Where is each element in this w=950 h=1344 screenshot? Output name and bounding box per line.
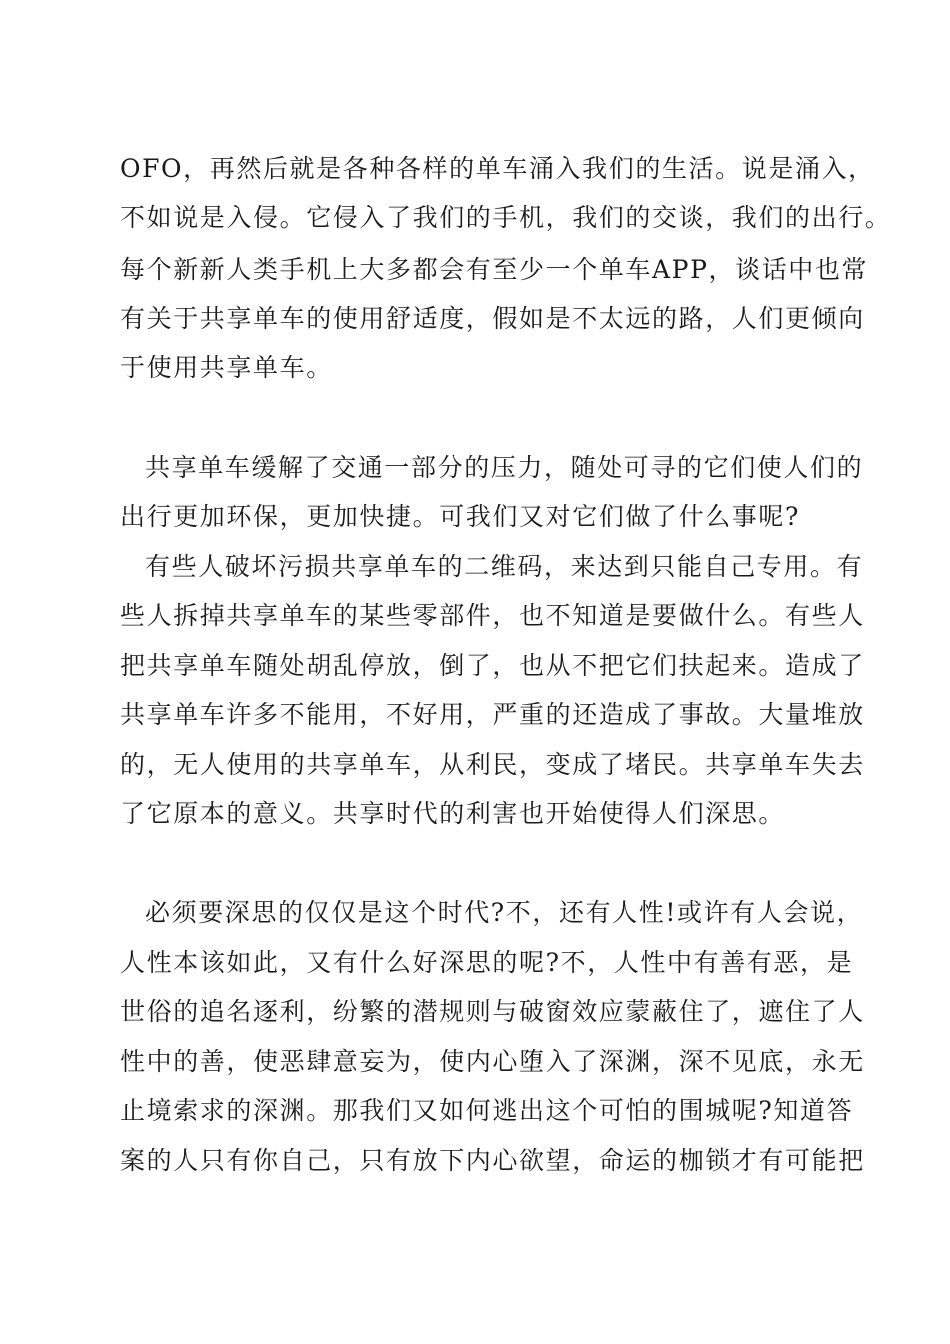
text-line: 共享单车缓解了交通一部分的压力，随处可寻的它们使人们的 xyxy=(145,453,864,482)
text-line: 些人拆掉共享单车的某些零部件，也不知道是要做什么。有些人 xyxy=(120,601,865,630)
text-line: 共享单车许多不能用，不好用，严重的还造成了事故。大量堆放 xyxy=(120,700,865,729)
text-line: OFO，再然后就是各种各样的单车涌入我们的生活。说是涌入， xyxy=(120,154,875,183)
text-line: 每个新新人类手机上大多都会有至少一个单车APP，谈话中也常 xyxy=(120,255,869,284)
text-line: 把共享单车随处胡乱停放，倒了，也从不把它们扶起来。造成了 xyxy=(120,651,865,680)
text-line: 必须要深思的仅仅是这个时代?不，还有人性!或许有人会说， xyxy=(145,898,864,927)
text-line: 有些人破坏污损共享单车的二维码，来达到只能自己专用。有 xyxy=(145,552,864,581)
text-line: 止境索求的深渊。那我们又如何逃出这个可怕的围城呢?知道答 xyxy=(120,1096,854,1125)
text-line: 出行更加环保，更加快捷。可我们又对它们做了什么事呢? xyxy=(120,502,801,531)
text-line: 了它原本的意义。共享时代的利害也开始使得人们深思。 xyxy=(120,799,786,828)
text-line: 性中的善，使恶肆意妄为，使内心堕入了深渊，深不见底，永无 xyxy=(120,1047,865,1076)
text-line: 案的人只有你自己，只有放下内心欲望，命运的枷锁才有可能把 xyxy=(120,1146,865,1175)
text-line: 于使用共享单车。 xyxy=(120,353,333,382)
text-line: 人性本该如此，又有什么好深思的呢?不，人性中有善有恶，是 xyxy=(120,948,854,977)
text-line: 不如说是入侵。它侵入了我们的手机，我们的交谈，我们的出行。 xyxy=(120,203,892,232)
text-line: 的，无人使用的共享单车，从利民，变成了堵民。共享单车失去 xyxy=(120,750,865,779)
text-line: 世俗的追名逐利，纷繁的潜规则与破窗效应蒙蔽住了，遮住了人 xyxy=(120,997,865,1026)
text-line: 有关于共享单车的使用舒适度，假如是不太远的路，人们更倾向 xyxy=(120,304,865,333)
